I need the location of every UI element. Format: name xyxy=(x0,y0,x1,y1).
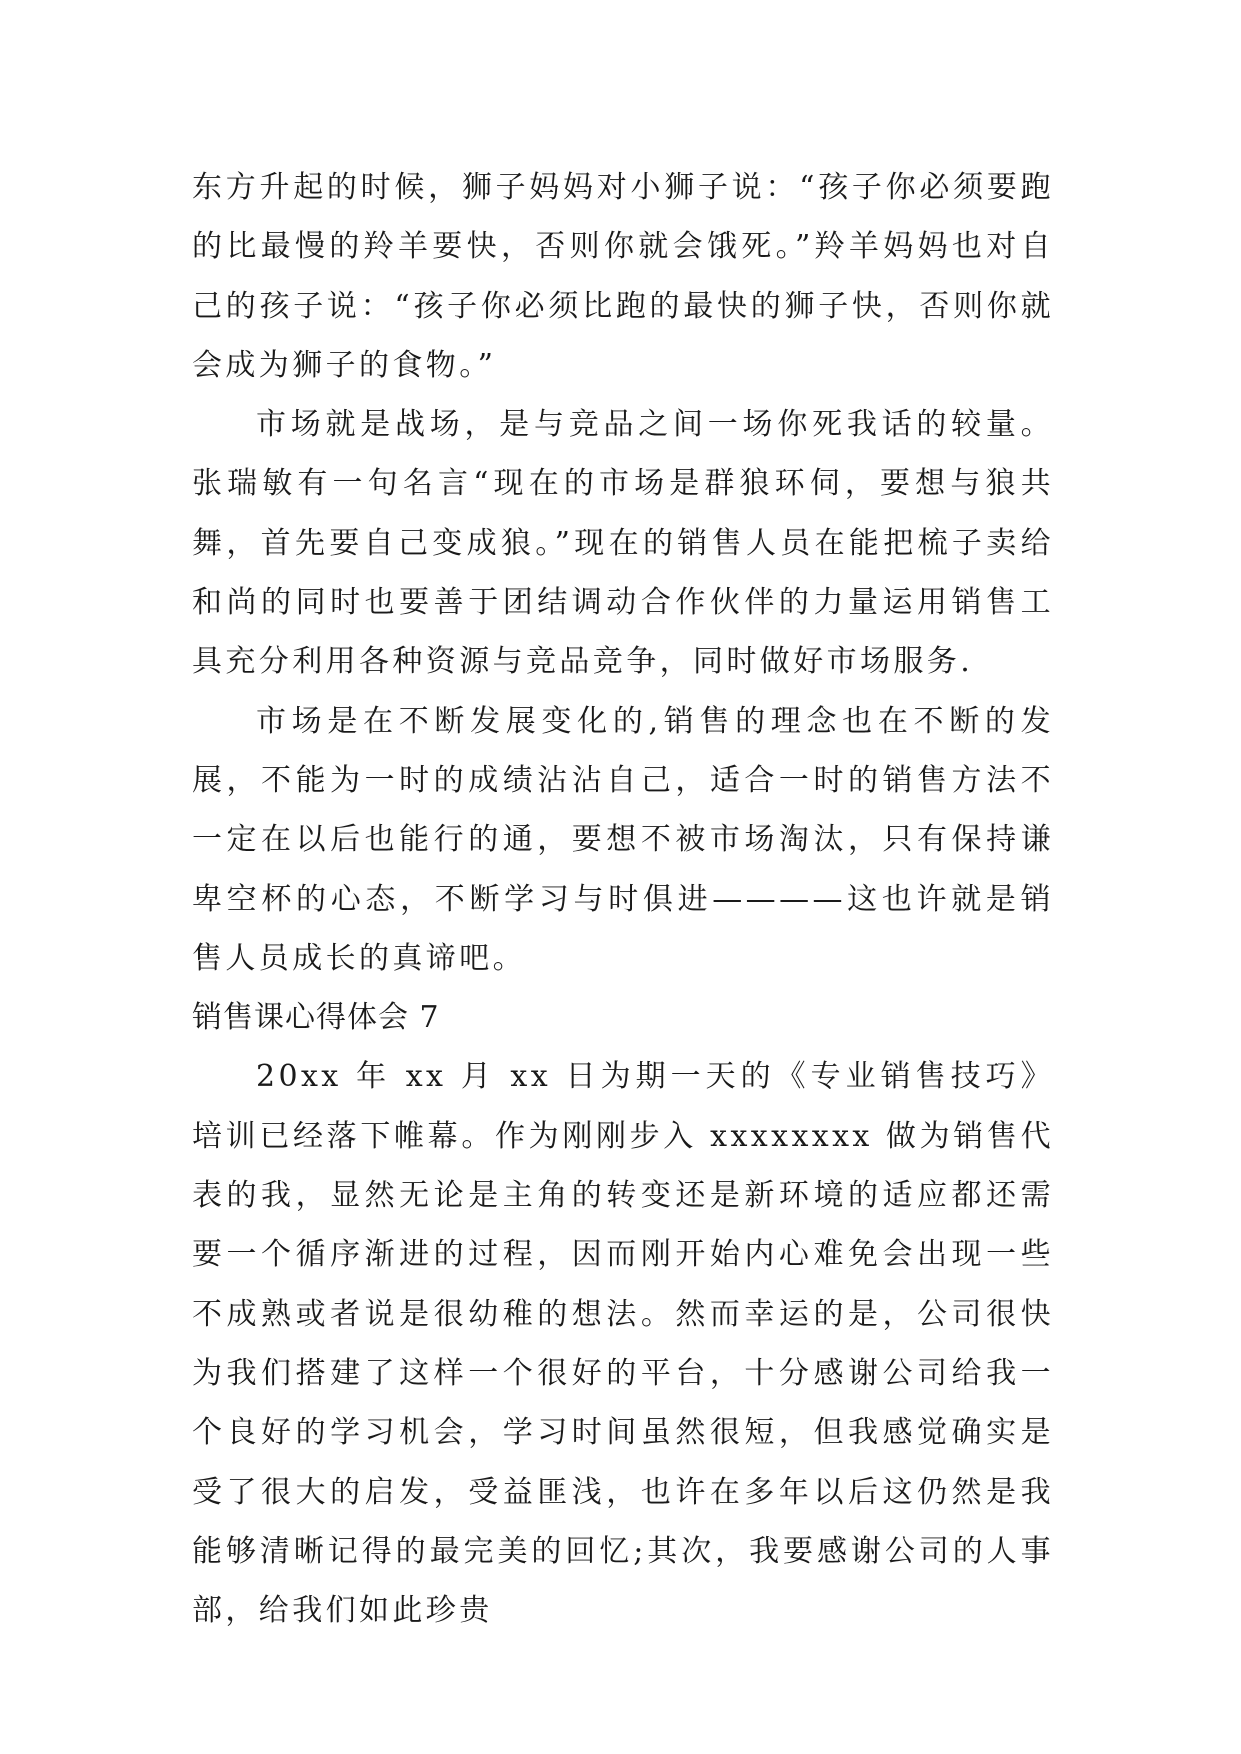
paragraph-training: 20xx 年 xx 月 xx 日为期一天的《专业销售技巧》培训已经落下帷幕。作为刚刚步入 xxxxxxxx 做为销售代表的我，显然无论是主角的转变还是新环境的适应都还需要一个循序渐进的过程，因而刚开始内心难免会出现一些不成熟或者说是很幼稚的想法。然而幸运的是，公司很快为我们搭建了这样一个很好的平台，十分感谢公司给我一个良好的学习机会，学习时间虽然很短，但我感觉确实是受了很大的启发，受益匪浅，也许在多年以后这仍然是我能够清晰记得的最完美的回忆;其次，我要感谢公司的人事部，给我们如此珍贵 xyxy=(192,1059,1054,1629)
section-heading: 销售课心得体会 7 xyxy=(192,1000,440,1036)
paragraph-lion-story: 东方升起的时候，狮子妈妈对小狮子说：“孩子你必须要跑的比最慢的羚羊要快，否则你就会饿死。”羚羊妈妈也对自己的孩子说：“孩子你必须比跑的最快的狮子快，否则你就会成为狮子的食物。” xyxy=(192,170,1054,383)
paragraph-market-battlefield: 市场就是战场，是与竞品之间一场你死我话的较量。张瑞敏有一句名言“现在的市场是群狼环伺，要想与狼共舞，首先要自己变成狼。”现在的销售人员在能把梳子卖给和尚的同时也要善于团结调动合作伙伴的力量运用销售工具充分利用各种资源与竞品竞争，同时做好市场服务. xyxy=(192,407,1054,680)
document-body xyxy=(192,158,1054,1640)
paragraph-market-change: 市场是在不断发展变化的,销售的理念也在不断的发展，不能为一时的成绩沾沾自己，适合一时的销售方法不一定在以后也能行的通，要想不被市场淘汰，只有保持谦卑空杯的心态，不断学习与时俱进————这也许就是销售人员成长的真谛吧。 xyxy=(192,703,1054,976)
